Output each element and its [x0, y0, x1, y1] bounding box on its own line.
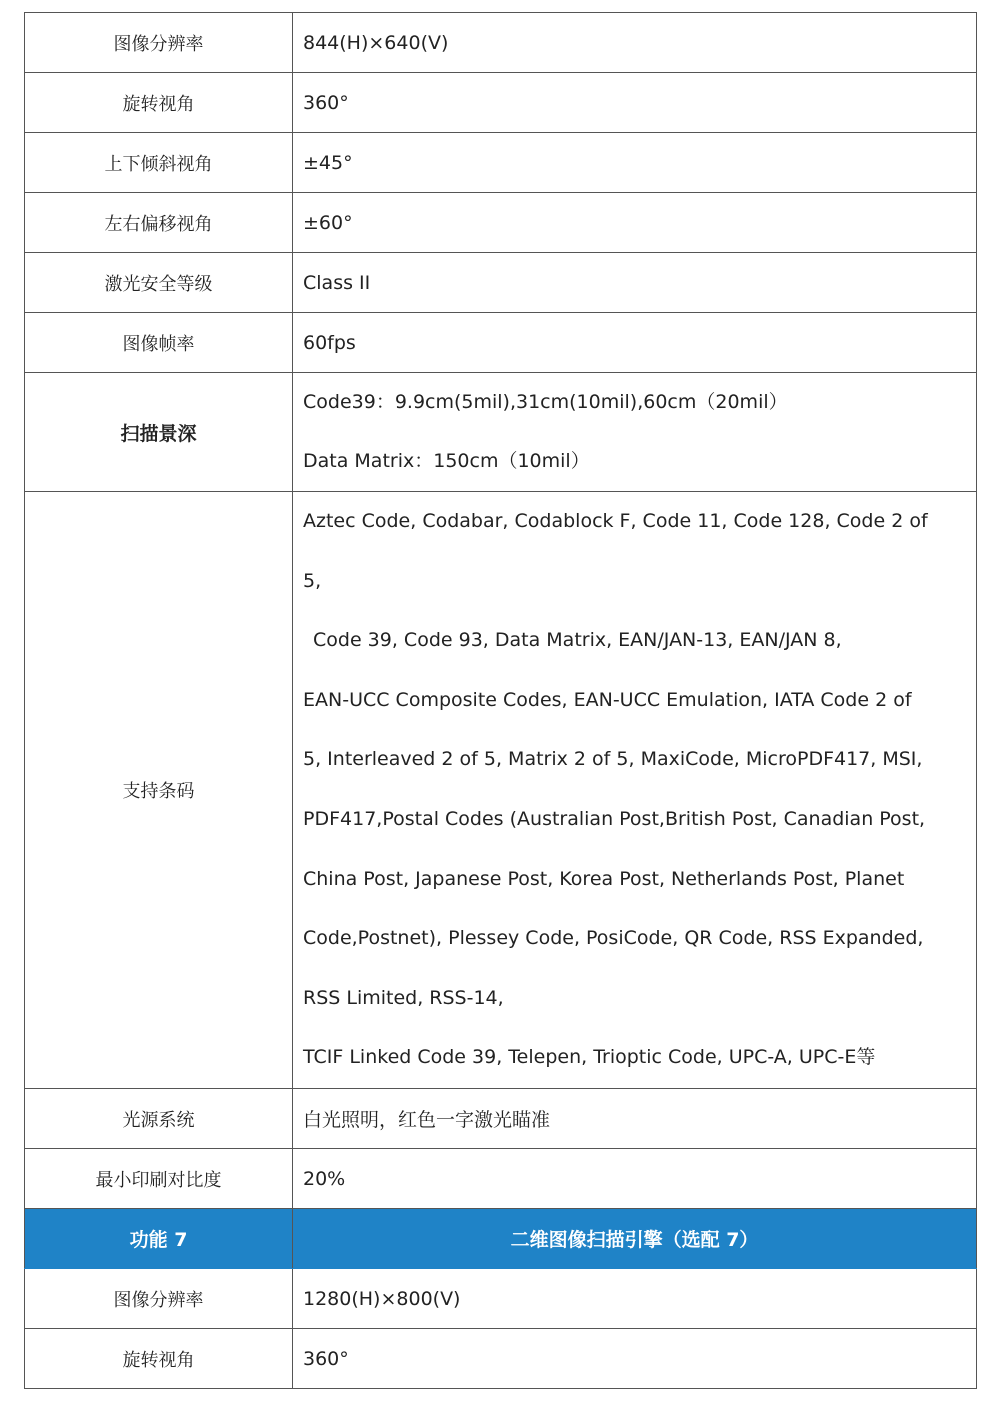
- spec-label: 激光安全等级: [25, 253, 293, 313]
- spec-row-rotation-2: [25, 1329, 977, 1389]
- barcode-line: RSS Limited, RSS-14,: [303, 986, 504, 1009]
- spec-value: [293, 373, 977, 492]
- section-label: 功能 7: [25, 1209, 293, 1269]
- spec-value: 白光照明，红色一字激光瞄准: [293, 1089, 977, 1149]
- spec-row-light-source: [25, 1089, 977, 1149]
- barcode-line: Aztec Code, Codabar, Codablock F, Code 11, Code 128, Code 2 of: [303, 510, 928, 533]
- spec-row-barcodes: [25, 492, 977, 1089]
- spec-value: 844(H)×640(V): [293, 13, 977, 73]
- spec-row-laser-class: [25, 253, 977, 313]
- spec-value: 1280(H)×800(V): [293, 1269, 977, 1329]
- spec-value: 360°: [293, 73, 977, 133]
- barcode-line: 5, Interleaved 2 of 5, Matrix 2 of 5, MaxiCode, MicroPDF417, MSI,: [303, 748, 923, 771]
- barcode-line: 5,: [303, 569, 322, 592]
- spec-value: 360°: [293, 1329, 977, 1389]
- barcode-line: TCIF Linked Code 39, Telepen, Trioptic Code, UPC-A, UPC-E等: [303, 1046, 876, 1069]
- spec-label: 左右偏移视角: [25, 193, 293, 253]
- spec-value: Class II: [293, 253, 977, 313]
- spec-value: 20%: [293, 1149, 977, 1209]
- spec-label: 支持条码: [25, 492, 293, 1089]
- spec-label: 上下倾斜视角: [25, 133, 293, 193]
- scan-depth-line: Code39：9.9cm(5mil),31cm(10mil),60cm（20mil）: [303, 391, 788, 413]
- spec-row-scan-depth: [25, 373, 977, 492]
- barcode-line: Code 39, Code 93, Data Matrix, EAN/JAN-13, EAN/JAN 8,: [313, 629, 842, 652]
- spec-value: 60fps: [293, 313, 977, 373]
- spec-label: 旋转视角: [25, 1329, 293, 1389]
- spec-value: [293, 492, 977, 1089]
- spec-table: [24, 12, 977, 1389]
- spec-value: ±60°: [293, 193, 977, 253]
- spec-label: 旋转视角: [25, 73, 293, 133]
- spec-row-tilt: [25, 133, 977, 193]
- barcode-line: PDF417,Postal Codes (Australian Post,British Post, Canadian Post,: [303, 808, 926, 830]
- scan-depth-line: Data Matrix：150cm（10mil）: [303, 450, 590, 472]
- spec-label: 最小印刷对比度: [25, 1149, 293, 1209]
- spec-row-resolution: [25, 13, 977, 73]
- spec-row-resolution-2: [25, 1269, 977, 1329]
- section-title: 二维图像扫描引擎（选配 7）: [293, 1209, 977, 1269]
- spec-row-skew: [25, 193, 977, 253]
- spec-row-print-contrast: [25, 1149, 977, 1209]
- spec-label: 光源系统: [25, 1089, 293, 1149]
- spec-row-frame-rate: [25, 313, 977, 373]
- spec-label: 图像帧率: [25, 313, 293, 373]
- barcode-line: Code,Postnet), Plessey Code, PosiCode, QR Code, RSS Expanded,: [303, 927, 924, 950]
- section-header: [25, 1209, 977, 1269]
- spec-label: 图像分辨率: [25, 1269, 293, 1329]
- barcode-line: China Post, Japanese Post, Korea Post, Netherlands Post, Planet: [303, 867, 905, 890]
- spec-row-rotation: [25, 73, 977, 133]
- spec-label: 图像分辨率: [25, 13, 293, 73]
- barcode-line: EAN-UCC Composite Codes, EAN-UCC Emulation, IATA Code 2 of: [303, 688, 912, 711]
- spec-value: ±45°: [293, 133, 977, 193]
- barcode-list: [293, 492, 976, 1088]
- spec-label: 扫描景深: [25, 373, 293, 492]
